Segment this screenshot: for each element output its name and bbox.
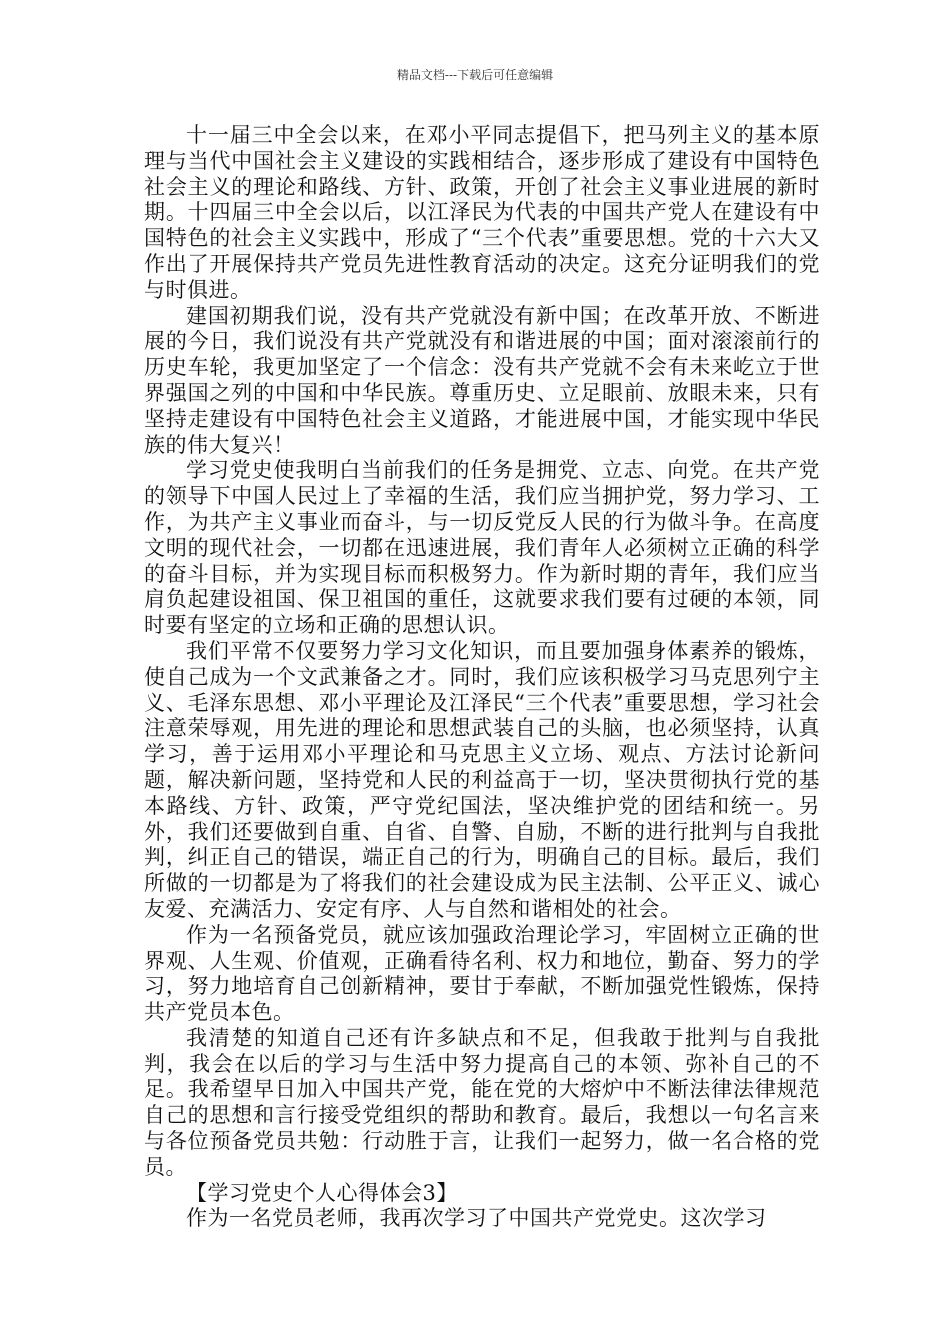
paragraph: 我清楚的知道自己还有许多缺点和不足，但我敢于批判与自我批判，我会在以后的学习与生活中努力提高自己的本领、弥补自己的不足。我希望早日加入中国共产党，能在党的大熔炉中不断法律法律规范自己的思想和言行接受党组织的帮助和教育。最后，我想以一句名言来与各位预备党员共勉：行动胜于言，让我们一起努力，做一名合格的党员。	[144, 1025, 820, 1179]
section-heading: 【学习党史个人心得体会3】	[186, 1180, 458, 1205]
paragraph: 学习党史使我明白当前我们的任务是拥党、立志、向党。在共产党的领导下中国人民过上了幸福的生活，我们应当拥护党，努力学习、工作，为共产主义事业而奋斗，与一切反党反人民的行为做斗争。在高度文明的现代社会，一切都在迅速进展，我们青年人必须树立正确的科学的奋斗目标，并为实现目标而积极努力。作为新时期的青年，我们应当肩负起建设祖国、保卫祖国的重任，这就要求我们要有过硬的本领，同时要有坚定的立场和正确的思想认识。	[144, 458, 820, 638]
page-header: 精品文档---下载后可任意编辑	[396, 68, 554, 82]
paragraph: 作为一名预备党员，就应该加强政治理论学习，牢固树立正确的世界观、人生观、价值观，正确看待名利、权力和地位，勤奋、努力的学习，努力地培育自己创新精神，要甘于奉献，不断加强党性锻炼，保持共产党员本色。	[144, 922, 820, 1025]
paragraph: 建国初期我们说，没有共产党就没有新中国；在改革开放、不断进展的今日，我们说没有共产党就没有和谐进展的中国；面对滚滚前行的历史车轮，我更加坚定了一个信念：没有共产党就不会有未来屹立于世界强国之列的中国和中华民族。尊重历史、立足眼前、放眼未来，只有坚持走建设有中国特色社会主义道路，才能进展中国，才能实现中华民族的伟大复兴！	[144, 303, 820, 457]
paragraph: 作为一名党员老师，我再次学习了中国共产党党史。这次学习	[186, 1206, 767, 1231]
paragraph: 我们平常不仅要努力学习文化知识，而且要加强身体素养的锻炼，使自己成为一个文武兼备之才。同时，我们应该积极学习马克思列宁主义、毛泽东思想、邓小平理论及江泽民“三个代表”重要思想，学习社会注意荣辱观，用先进的理论和思想武装自己的头脑，也必须坚持，认真学习，善于运用邓小平理论和马克思主义立场、观点、方法讨论新问题，解决新问题，坚持党和人民的利益高于一切，坚决贯彻执行党的基本路线、方针、政策，严守党纪国法，坚决维护党的团结和统一。另外，我们还要做到自重、自省、自警、自励，不断的进行批判与自我批判，纠正自己的错误，端正自己的行为，明确自己的目标。最后，我们所做的一切都是为了将我们的社会建设成为民主法制、公平正义、诚心友爱、充满活力、安定有序、人与自然和谐相处的社会。	[144, 638, 820, 921]
document-body	[144, 123, 820, 1232]
paragraph: 十一届三中全会以来，在邓小平同志提倡下，把马列主义的基本原理与当代中国社会主义建设的实践相结合，逐步形成了建设有中国特色社会主义的理论和路线、方针、政策，开创了社会主义事业进展的新时期。十四届三中全会以后，以江泽民为代表的中国共产党人在建设有中国特色的社会主义实践中，形成了“三个代表”重要思想。党的十六大又作出了开展保持共产党员先进性教育活动的决定。这充分证明我们的党与时俱进。	[144, 123, 820, 302]
